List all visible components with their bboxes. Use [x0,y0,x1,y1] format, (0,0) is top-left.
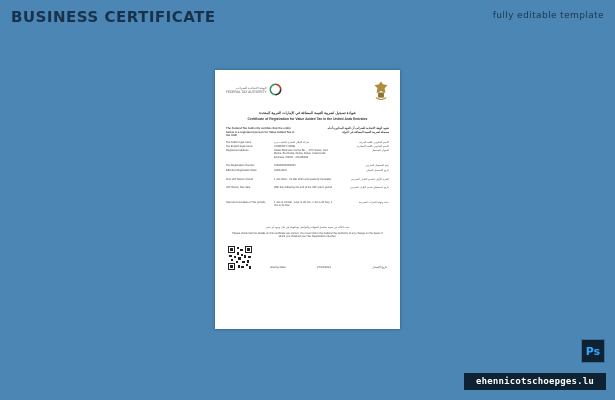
row-label: Start and end dates of Tax periods [226,201,266,204]
uae-falcon-emblem-icon [372,80,390,102]
qr-code-icon [228,246,252,270]
row-label-ar: الاسم القانوني باللغة الإنجليزية [356,145,389,148]
intro-statement-ar: تشهد الهيئة الاتحادية للضرائب أن الجهة المذكورة أدناه مسجلة لضريبة القيمة المضافة في الدولة [327,126,389,134]
watermark-label: ehennicotschoepges.lu [464,373,606,390]
certificate-document [215,70,400,329]
certificate-title-ar: شهادة تسجيل لضريبة القيمة المضافة في الإمارات العربية المتحدة [259,111,356,115]
issue-date-value: 27/01/2021 [317,265,331,269]
template-tagline: fully editable template [492,11,604,21]
page-title: BUSINESS CERTIFICATE [11,8,216,26]
certificate-title-en: Certificate of Registration for Value Added Tax in the United Arab Emirates [247,117,368,121]
row-label: First VAT Return Period [226,178,254,181]
row-value: Sultan Business Centre Bu..., 17th Street, Oud Metha, Bur Dubai, Dubai, Dubai, United Arab Emirates, 00000 - 471006000 [274,149,328,159]
authority-name-ar: الهيئة الاتحادية للضرائب [235,85,267,90]
row-label: Effective Registration Date [226,169,257,172]
row-label-ar: تاريخ التسجيل الفعلي [366,169,389,172]
row-label: Tax Arabic legal name [226,141,252,144]
row-value: COMPANY NAME [274,145,296,148]
row-label-ar: بداية ونهاية الفترات الضريبية [358,201,389,204]
row-value: 28th day following the end of the VAT return period [274,186,333,189]
row-value: 1 Jan to 31 Mar, 1 Apr to 30 Jun, 1 Jul to 30 Sep, 1 Oct to 31 Dec [274,201,333,208]
row-value: 01/01/2021 [274,169,287,172]
row-label-ar: الفترة الأولى لتقديم الإقرار الضريبي [350,178,389,181]
fta-logo-text [226,86,267,94]
row-label-ar: تاريخ استحقاق تقديم الإقرار الضريبي [349,186,389,189]
row-label: Registered address [226,149,249,152]
fta-logo [226,83,282,96]
fta-ring-icon [269,83,282,96]
authority-name-en: FEDERAL TAX AUTHORITY [226,89,267,94]
row-label-ar: الاسم القانوني باللغة العربية [359,141,389,144]
issue-date-label-ar: تاريخ الإصدار [372,265,387,269]
row-value: شركة المثال للتجارة العامة ذ.م.م [274,141,310,144]
photoshop-icon: Ps [581,339,605,363]
row-label-ar: رقم التسجيل الضريبي [365,164,389,167]
intro-statement-en: The Federal Tax Authority certifies that the entity below is a registered person for Value Added Tax in the UAE [226,126,295,138]
row-label: Tax English legal name [226,145,253,148]
row-label: VAT Return Due date [226,186,251,189]
row-value: 100000000000003 [274,164,296,167]
row-label-ar: العنوان المسجل [371,149,389,152]
note-ar: يجب التأكد من صحة تفاصيل الشهادة والتواصل مع الهيئة في حال وجود أي تغيير [265,226,350,229]
row-value: 1 Jan 2021 - 31 Mar 2021 and quarterly thereafter [274,178,332,181]
issue-date-label: Issuing Date: [270,265,287,269]
row-label: Tax Registration Number [226,164,255,167]
note-en: Please check that the details on this certificate are correct. You must inform the Federal Tax Authority of any change on the basis of which you obtained your Tax Registration Number. [232,232,383,239]
